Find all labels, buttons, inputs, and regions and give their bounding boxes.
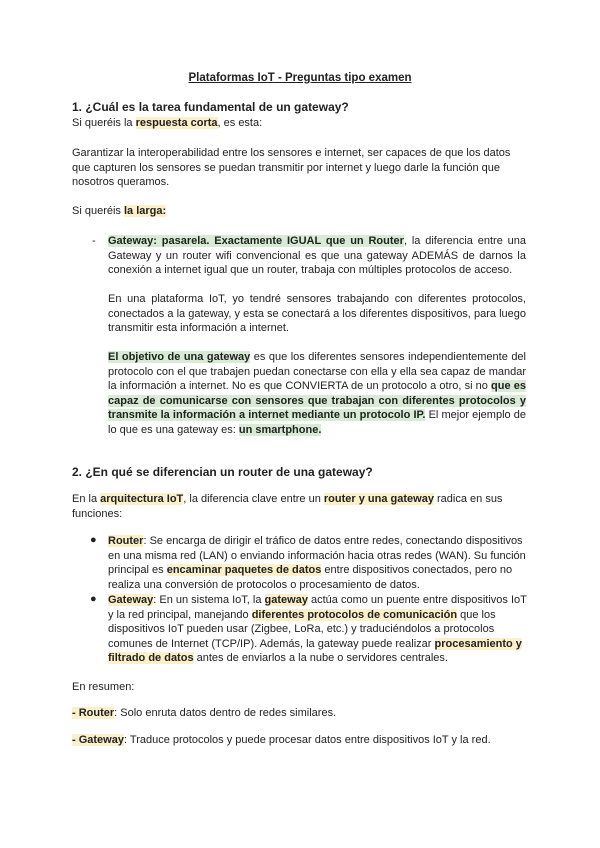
summary-router-line <box>72 706 527 721</box>
highlight-processing: procesamiento y filtrado de datos <box>108 637 522 664</box>
long-answer-intro <box>72 204 166 219</box>
short-answer-paragraph: Garantizar la interoperabilidad entre los sensores e internet, ser capaces de que los datos que capturen los sensores se puedan transmitir por internet y luego darle la función que nosotros queramos. <box>72 147 511 188</box>
text-run: Si queréis <box>72 205 124 217</box>
highlight-gateway-label: Gateway <box>108 594 154 606</box>
gateway-bullet-paragraph <box>108 593 528 666</box>
text-run: que los dispositivos IoT pueden usar (Zigbee, LoRa, etc.) y traduciéndolos a protocolos comunes de Internet (TCP/IP). Además, la gateway puede realizar <box>108 608 496 650</box>
text-run: es que los diferentes sensores independientemente del protocolo con el que trabajen puedan conectarse con ella y ella sea capaz de mandar la información a internet. No es que CONVIERTA de un protocolo a otro, si no <box>108 351 526 392</box>
gateway-objective-paragraph <box>108 350 526 437</box>
highlight-smartphone: un smartphone. <box>238 423 322 436</box>
text-run: : Se encarga de dirigir el tráfico de datos entre redes, conectando dispositivos en una misma red (LAN) o enviando información hacia otras redes (WAN). Su función principal es <box>108 535 526 576</box>
text-run: En la <box>72 493 101 505</box>
short-answer-intro <box>72 116 262 131</box>
text-run: radica en sus funciones: <box>72 493 503 520</box>
text-run: El mejor ejemplo de lo que es una gateway es: <box>108 409 526 436</box>
bullet-icon: ● <box>90 534 97 546</box>
text-run: antes de enviarlos a la nube o servidores centrales. <box>193 652 448 664</box>
text-run: , es esta: <box>217 117 263 129</box>
bullet-icon: ● <box>90 593 97 605</box>
gateway-definition-paragraph <box>108 234 526 278</box>
text-run: : Solo enruta datos dentro de redes similares. <box>114 707 337 719</box>
question-1-heading: 1. ¿Cuál es la tarea fundamental de un gateway? <box>72 100 349 114</box>
text-run: : Traduce protocolos y puede procesar datos entre dispositivos IoT y la red. <box>123 734 491 746</box>
highlight-iot-architecture: arquitectura IoT <box>100 493 184 505</box>
text-run: , la diferencia entre una Gateway y un router wifi convencional es que una gateway ADEMÁS de darnos la conexión a internet igual que un router, trabaja con múltiples protocolos de acceso. <box>108 235 527 276</box>
summary-gateway-line <box>72 733 532 748</box>
highlight-gateway-objective: El objetivo de una gateway <box>108 351 251 363</box>
highlight-gateway-capability: que es capaz de comunicarse con sensores que trabajan con diferentes protocolos y transmite la información a internet mediante un protocolo IP. <box>108 380 526 421</box>
highlight-router-label: Router <box>108 535 144 547</box>
text-run: actúa como un puente entre dispositivos IoT y la red principal, manejando <box>108 594 527 621</box>
summary-heading: En resumen: <box>72 681 135 693</box>
list-dash: - <box>92 235 96 247</box>
architecture-intro-paragraph <box>72 492 527 521</box>
highlight-router-gateway: router y una gateway <box>323 493 434 505</box>
highlight-protocols: diferentes protocolos de comunicación <box>251 608 458 621</box>
iot-platform-paragraph: En una plataforma IoT, yo tendré sensores trabajando con diferentes protocolos, conectados a la gateway, y esta se conectará a los diferentes dispositivos, para luego transmitir esta información a internet. <box>108 293 526 334</box>
text-run: , la diferencia clave entre un <box>183 493 324 505</box>
highlight-long-answer: la larga: <box>123 205 167 217</box>
highlight-summary-router: - Router <box>72 707 115 719</box>
highlight-gateway-word: gateway <box>264 594 308 606</box>
highlight-gateway-definition: Gateway: pasarela. Exactamente IGUAL que un Router <box>108 235 404 247</box>
question-2-heading: 2. ¿En qué se diferencian un router de una gateway? <box>72 465 373 479</box>
document-title: Plataformas IoT - Preguntas tipo examen <box>188 72 412 84</box>
router-bullet-paragraph <box>108 534 528 592</box>
text-run: : En un sistema IoT, la <box>153 594 265 606</box>
text-run: Si queréis la <box>72 117 136 129</box>
highlight-summary-gateway: - Gateway <box>72 734 124 746</box>
text-run: entre dispositivos conectados, pero no realiza una conversión de protocolos o procesamiento de datos. <box>108 564 513 591</box>
highlight-route-packets: encaminar paquetes de datos <box>166 564 322 576</box>
highlight-short-answer: respuesta corta <box>135 117 218 129</box>
